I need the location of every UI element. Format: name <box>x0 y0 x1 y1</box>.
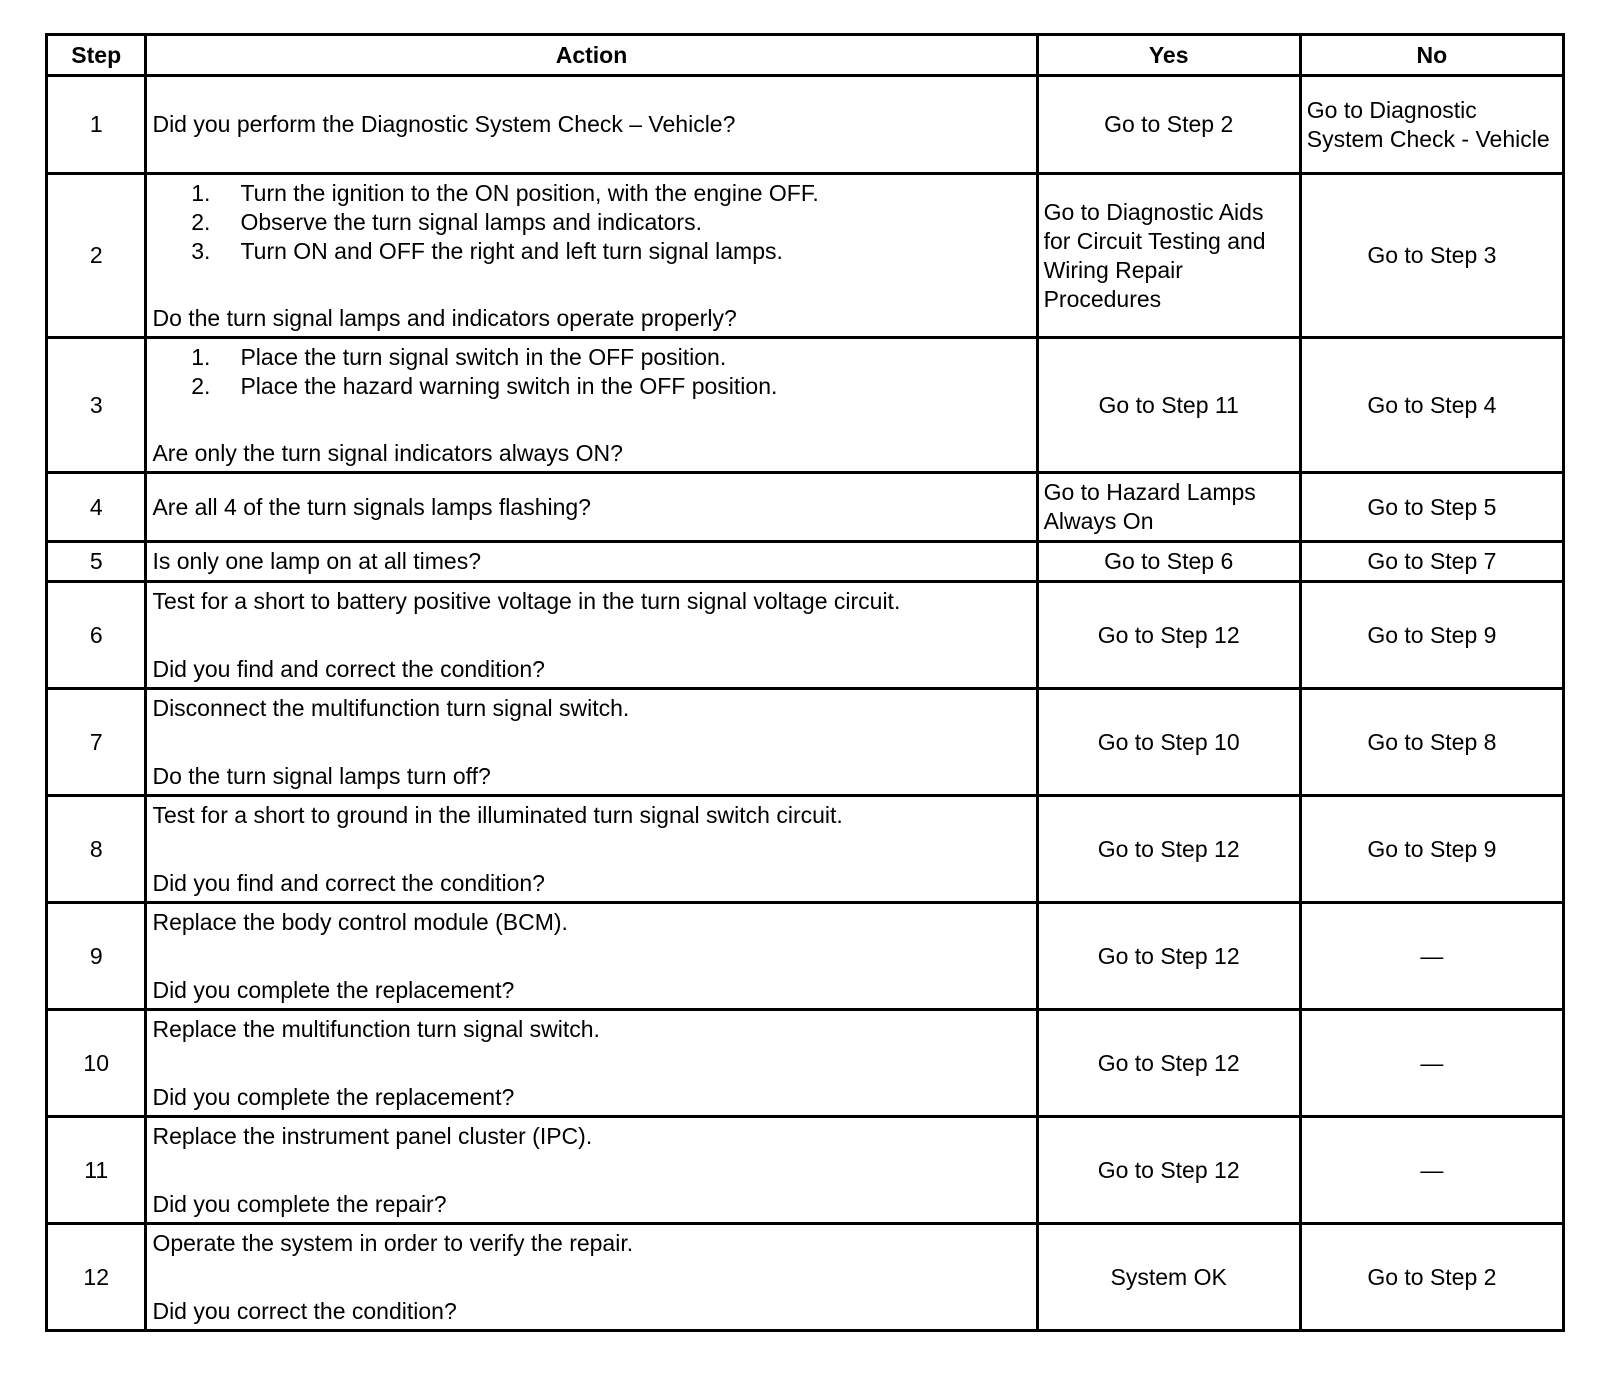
yes-cell: Go to Step 12 <box>1037 796 1300 903</box>
table-row <box>47 582 1564 689</box>
table-row <box>47 1010 1564 1117</box>
step-number: 9 <box>47 903 146 1010</box>
table-row <box>47 76 1564 174</box>
action-text: Disconnect the multifunction turn signal switch. <box>152 694 630 721</box>
action-text: Are all 4 of the turn signals lamps flashing? <box>152 493 591 520</box>
diagnostic-table <box>45 33 1565 1332</box>
header-step: Step <box>47 35 146 76</box>
step-number: 5 <box>47 542 146 582</box>
action-cell <box>146 903 1037 1010</box>
action-question: Did you find and correct the condition? <box>152 655 545 682</box>
step-number: 4 <box>47 473 146 542</box>
substep: 2. Observe the turn signal lamps and indicators. <box>191 208 702 235</box>
step-number: 10 <box>47 1010 146 1117</box>
yes-cell: Go to Step 12 <box>1037 903 1300 1010</box>
table-row <box>47 473 1564 542</box>
header-no: No <box>1300 35 1563 76</box>
action-text: Replace the multifunction turn signal switch. <box>152 1015 600 1042</box>
step-number: 6 <box>47 582 146 689</box>
table-row <box>47 174 1564 338</box>
action-cell <box>146 473 1037 542</box>
action-cell <box>146 689 1037 796</box>
action-text: Operate the system in order to verify the repair. <box>152 1229 634 1256</box>
no-cell: Go to Step 8 <box>1300 689 1563 796</box>
yes-cell: System OK <box>1037 1224 1300 1331</box>
no-cell: Go to Step 7 <box>1300 542 1563 582</box>
no-cell: Go to Step 5 <box>1300 473 1563 542</box>
substep-list <box>152 343 1030 401</box>
substep: 2. Place the hazard warning switch in the OFF position. <box>191 372 778 399</box>
table-row <box>47 542 1564 582</box>
action-cell <box>146 1224 1037 1331</box>
action-question: Did you complete the repair? <box>152 1190 447 1217</box>
action-cell <box>146 1010 1037 1117</box>
yes-cell: Go to Step 10 <box>1037 689 1300 796</box>
table-row <box>47 338 1564 473</box>
action-cell <box>146 582 1037 689</box>
step-number: 1 <box>47 76 146 174</box>
yes-cell: Go to Step 2 <box>1037 76 1300 174</box>
action-question: Did you complete the replacement? <box>152 976 515 1003</box>
action-cell <box>146 542 1037 582</box>
action-question: Did you find and correct the condition? <box>152 869 545 896</box>
step-number: 3 <box>47 338 146 473</box>
no-cell: Go to Step 3 <box>1300 174 1563 338</box>
action-text: Is only one lamp on at all times? <box>152 548 482 574</box>
yes-cell: Go to Diagnostic Aids for Circuit Testing and Wiring Repair Procedures <box>1037 174 1300 338</box>
action-question: Do the turn signal lamps and indicators operate properly? <box>152 304 737 331</box>
no-cell: Go to Diagnostic System Check - Vehicle <box>1300 76 1563 174</box>
yes-cell: Go to Step 12 <box>1037 582 1300 689</box>
step-number: 8 <box>47 796 146 903</box>
table-row <box>47 689 1564 796</box>
step-number: 7 <box>47 689 146 796</box>
action-question: Do the turn signal lamps turn off? <box>152 762 491 789</box>
no-cell: — <box>1300 1010 1563 1117</box>
table-row <box>47 796 1564 903</box>
action-cell <box>146 338 1037 473</box>
table-row <box>47 1224 1564 1331</box>
no-cell: — <box>1300 903 1563 1010</box>
yes-cell: Go to Hazard Lamps Always On <box>1037 473 1300 542</box>
yes-cell: Go to Step 12 <box>1037 1010 1300 1117</box>
no-cell: Go to Step 2 <box>1300 1224 1563 1331</box>
substep-list <box>152 179 1030 266</box>
header-row <box>47 35 1564 76</box>
header-action: Action <box>146 35 1037 76</box>
action-text: Replace the body control module (BCM). <box>152 908 568 935</box>
action-text: Test for a short to ground in the illuminated turn signal switch circuit. <box>152 801 843 828</box>
action-cell <box>146 1117 1037 1224</box>
yes-cell: Go to Step 6 <box>1037 542 1300 582</box>
action-cell <box>146 174 1037 338</box>
step-number: 2 <box>47 174 146 338</box>
yes-cell: Go to Step 12 <box>1037 1117 1300 1224</box>
action-question: Did you complete the replacement? <box>152 1083 515 1110</box>
yes-cell: Go to Step 11 <box>1037 338 1300 473</box>
action-text: Did you perform the Diagnostic System Check – Vehicle? <box>152 111 736 137</box>
action-question: Are only the turn signal indicators always ON? <box>152 439 623 466</box>
no-cell: Go to Step 4 <box>1300 338 1563 473</box>
table-row <box>47 903 1564 1010</box>
action-cell <box>146 76 1037 174</box>
no-cell: — <box>1300 1117 1563 1224</box>
header-yes: Yes <box>1037 35 1300 76</box>
action-cell <box>146 796 1037 903</box>
action-text: Replace the instrument panel cluster (IPC). <box>152 1122 593 1149</box>
substep: 1. Turn the ignition to the ON position, with the engine OFF. <box>191 179 819 206</box>
step-number: 12 <box>47 1224 146 1331</box>
no-cell: Go to Step 9 <box>1300 582 1563 689</box>
action-question: Did you correct the condition? <box>152 1297 457 1324</box>
no-cell: Go to Step 9 <box>1300 796 1563 903</box>
substep: 1. Place the turn signal switch in the OFF position. <box>191 343 727 370</box>
substep: 3. Turn ON and OFF the right and left turn signal lamps. <box>191 237 783 264</box>
action-text: Test for a short to battery positive voltage in the turn signal voltage circuit. <box>152 587 901 614</box>
table-row <box>47 1117 1564 1224</box>
step-number: 11 <box>47 1117 146 1224</box>
